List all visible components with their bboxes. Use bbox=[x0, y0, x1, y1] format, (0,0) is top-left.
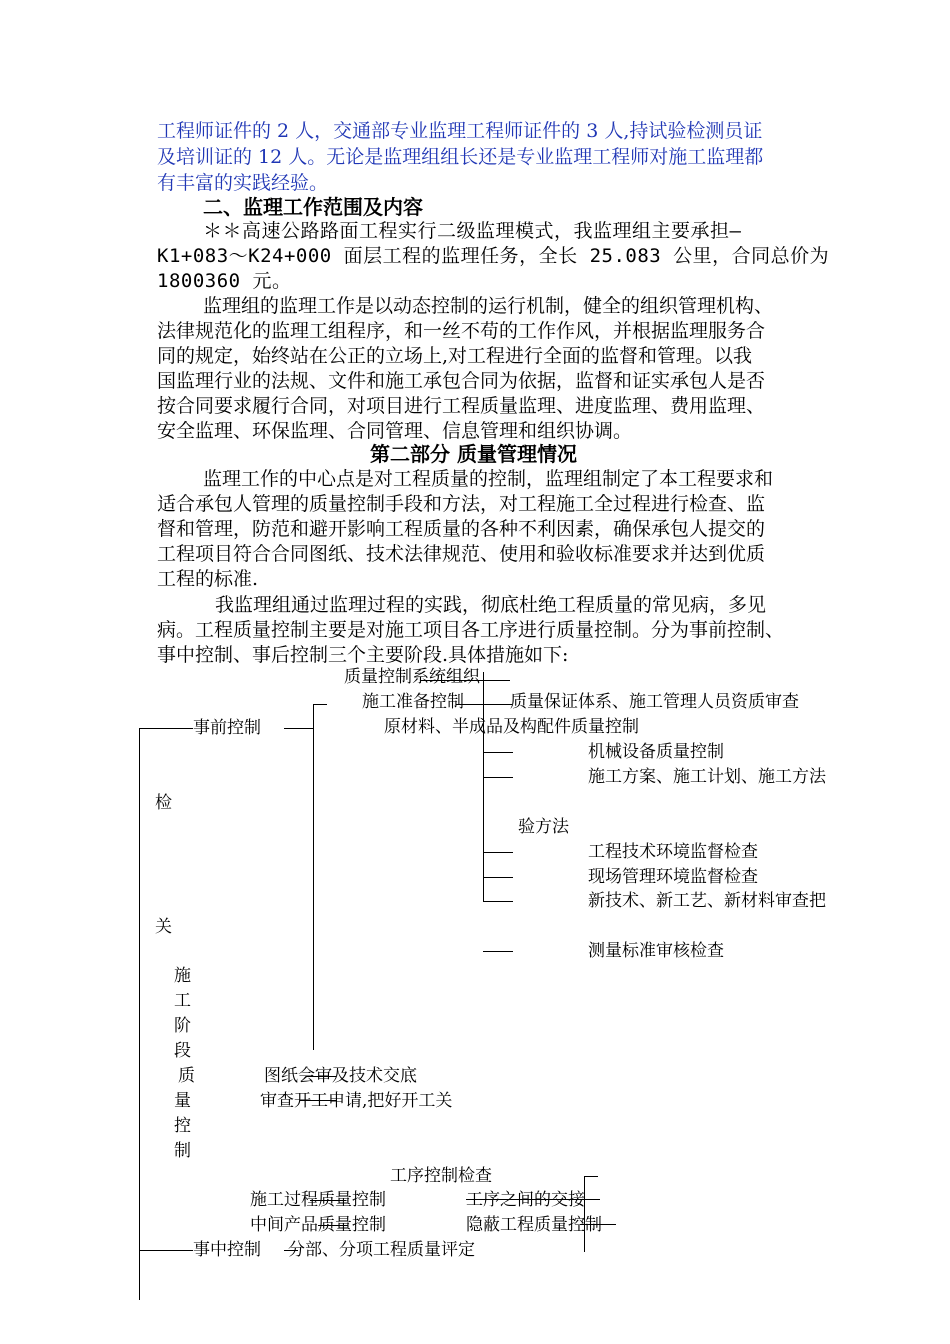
intro-line-3: 有丰富的实践经验。 bbox=[157, 172, 329, 194]
connector-line bbox=[139, 1250, 193, 1251]
node-sub-evaluation: 分部、分项工程质量评定 bbox=[288, 1240, 475, 1260]
node-guan: 关 bbox=[155, 917, 172, 937]
node-construction-plan: 施工方案、施工计划、施工方法 bbox=[588, 767, 826, 787]
connector-line bbox=[483, 901, 513, 902]
scope-p2-line-2: 法律规范化的监理工组程序，和一丝不苟的工作作风，并根据监理服务合 bbox=[157, 320, 766, 342]
part2-p1-line-2: 适合承包人管理的质量控制手段和方法，对工程施工全过程进行检查、监 bbox=[157, 493, 766, 515]
node-process-handover: 工序之间的交接 bbox=[466, 1190, 585, 1210]
stage-char-1: 施 bbox=[174, 966, 191, 986]
connector-line bbox=[313, 704, 314, 1050]
stage-char-4: 段 bbox=[174, 1041, 191, 1061]
node-survey-review: 测量标准审核检查 bbox=[588, 941, 724, 961]
connector-line bbox=[483, 877, 513, 878]
part2-p2-line-3: 事中控制、事后控制三个主要阶段.具体措施如下: bbox=[157, 644, 569, 666]
scope-p1-line-3: 1800360 元。 bbox=[157, 270, 292, 292]
part2-p2-line-1: 我监理组通过监理过程的实践，彻底杜绝工程质量的常见病，多见 bbox=[215, 594, 767, 616]
quality-char-2: 量 bbox=[174, 1091, 191, 1111]
scope-p2-line-5: 按合同要求履行合同，对项目进行工程质量监理、进度监理、费用监理、 bbox=[157, 395, 766, 417]
node-env-inspection: 工程技术环境监督检查 bbox=[588, 842, 758, 862]
node-start-approval: 审查开工申请,把好开工关 bbox=[260, 1091, 453, 1111]
stage-char-2: 工 bbox=[174, 991, 191, 1011]
node-yan-method: 验方法 bbox=[518, 817, 569, 837]
scope-p2-line-3: 同的规定，始终站在公正的立场上,对工程进行全面的监督和管理。以我 bbox=[157, 345, 753, 367]
connector-line bbox=[483, 951, 513, 952]
part2-p1-line-4: 工程项目符合合同图纸、技术法律规范、使用和验收标准要求并达到优质 bbox=[157, 543, 766, 565]
connector-line bbox=[139, 728, 140, 1300]
node-prep-control: 施工准备控制 bbox=[362, 692, 464, 712]
connector-line bbox=[483, 852, 513, 853]
intro-line-2: 及培训证的 12 人。无论是监理组组长还是专业监理工程师对施工监理都 bbox=[157, 146, 764, 168]
connector-line bbox=[313, 704, 327, 705]
node-site-inspection: 现场管理环境监督检查 bbox=[588, 867, 758, 887]
connector-line bbox=[456, 704, 512, 705]
node-pre-control: 事前控制 bbox=[193, 718, 261, 738]
node-intermediate-quality: 中间产品质量控制 bbox=[250, 1215, 386, 1235]
node-qa-system: 质量保证体系、施工管理人员资质审查 bbox=[510, 692, 799, 712]
scope-p1-line-2: K1+083～K24+000 面层工程的监理任务，全长 25.083 公里，合同总价为 bbox=[157, 245, 830, 267]
connector-line bbox=[483, 752, 513, 753]
scope-p2-line-4: 国监理行业的法规、文件和施工承包合同为依据，监督和证实承包人是否 bbox=[157, 370, 766, 392]
part2-p1-line-1: 监理工作的中心点是对工程质量的控制，监理组制定了本工程要求和 bbox=[203, 468, 774, 490]
node-process-check: 工序控制检查 bbox=[390, 1166, 492, 1186]
node-concealed-quality: 隐蔽工程质量控制 bbox=[466, 1215, 602, 1235]
stage-char-3: 阶 bbox=[174, 1016, 191, 1036]
intro-line-1: 工程师证件的 2 人，交通部专业监理工程师证件的 3 人,持试验检测员证 bbox=[157, 120, 763, 142]
part2-p2-line-2: 病。工程质量控制主要是对施工项目各工序进行质量控制。分为事前控制、 bbox=[157, 619, 785, 641]
node-equipment: 机械设备质量控制 bbox=[588, 742, 724, 762]
scope-p1-line-1: ＊＊高速公路路面工程实行二级监理模式，我监理组主要承担— bbox=[203, 220, 742, 242]
connector-line bbox=[584, 1176, 598, 1177]
connector-line bbox=[483, 672, 484, 902]
node-jian: 检 bbox=[155, 793, 172, 813]
quality-char-3: 控 bbox=[174, 1116, 191, 1136]
node-mid-control: 事中控制 bbox=[193, 1240, 261, 1260]
quality-char-4: 制 bbox=[174, 1141, 191, 1161]
connector-line bbox=[284, 728, 314, 729]
node-process-quality: 施工过程质量控制 bbox=[250, 1190, 386, 1210]
node-new-tech-review: 新技术、新工艺、新材料审查把 bbox=[588, 891, 826, 911]
part2-heading: 第二部分 质量管理情况 bbox=[370, 442, 577, 466]
node-system-organization: 质量控制系统组织 bbox=[344, 667, 480, 687]
part2-p1-line-5: 工程的标准. bbox=[157, 568, 259, 590]
scope-p2-line-1: 监理组的监理工作是以动态控制的运行机制，健全的组织管理机构、 bbox=[203, 295, 774, 317]
connector-line bbox=[483, 777, 513, 778]
connector-line bbox=[139, 728, 193, 729]
scope-p2-line-6: 安全监理、环保监理、合同管理、信息管理和组织协调。 bbox=[157, 420, 633, 442]
section-heading-scope: 二、监理工作范围及内容 bbox=[203, 195, 423, 219]
node-materials: 原材料、半成品及构配件质量控制 bbox=[384, 717, 639, 737]
quality-char-1: 质 bbox=[178, 1066, 195, 1086]
node-drawing-review: 图纸会审及技术交底 bbox=[264, 1066, 417, 1086]
part2-p1-line-3: 督和管理，防范和避开影响工程质量的各种不利因素，确保承包人提交的 bbox=[157, 518, 766, 540]
